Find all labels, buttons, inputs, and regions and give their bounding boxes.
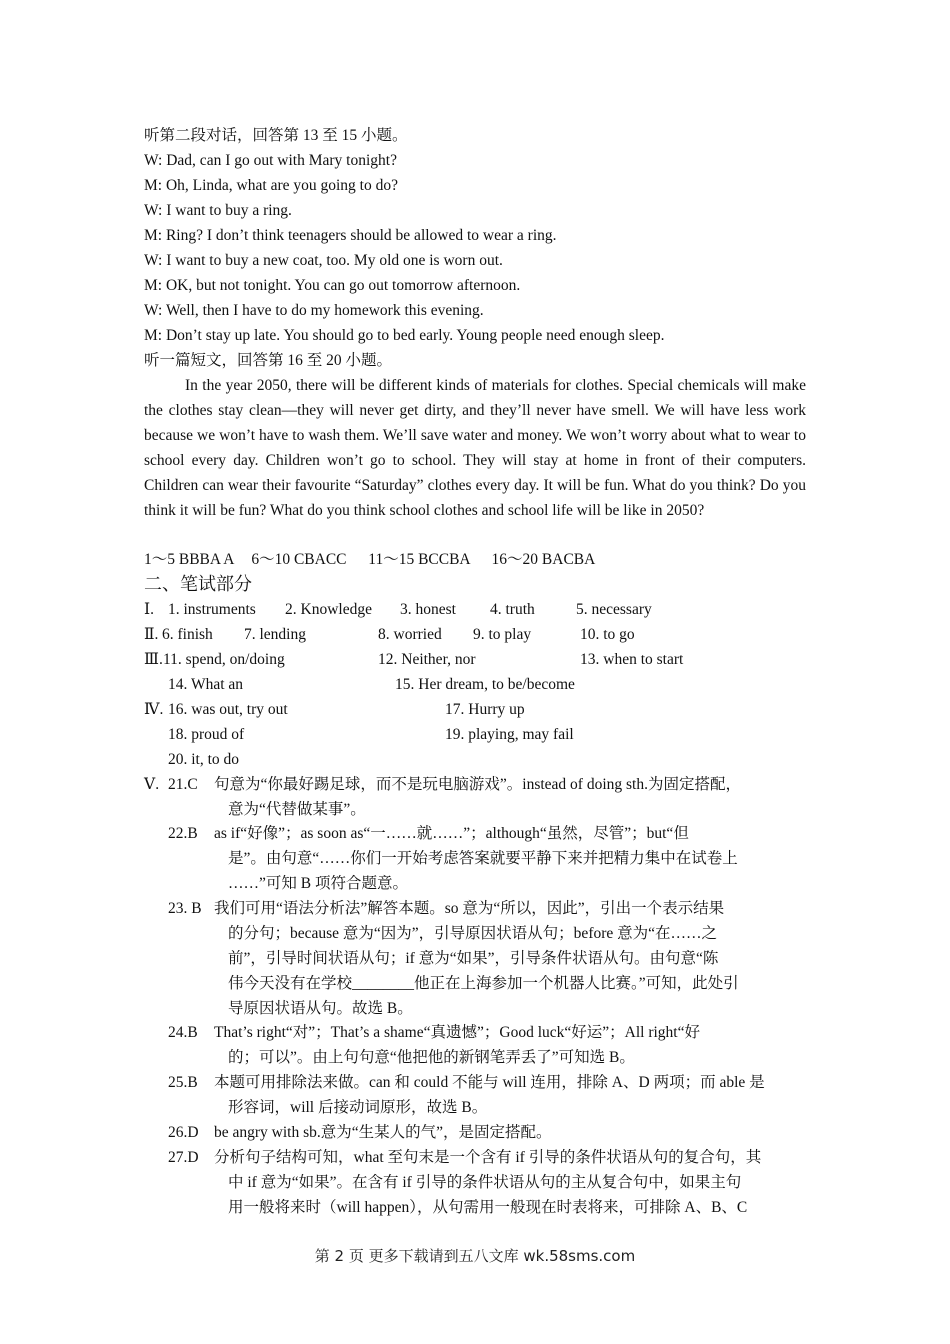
explanation-line: 导原因状语从句。故选 B。 [228,1000,413,1017]
dialogue-line: W: I want to buy a new coat, too. My old one is worn out. [144,252,503,269]
answer-item: 18. proud of [168,726,245,743]
answer-item: 7. lending [244,626,306,643]
answer-item: 6. finish [162,626,213,643]
answer-item: 15. Her dream, to be/become [395,676,575,693]
question-number: 26.D [168,1124,199,1141]
listening-answers [144,550,595,570]
passage-text: In the year 2050, there will be different kinds of materials for clothes. Special chemicals will make the clothes stay clean—they will never get dirty, and they’ll never have smell. We will have less work because we won’t have to wash them. We’ll save water and money. We won’t worry about what to wear to school every day. Children won’t go to school. They will stay at home in front of their computers. Children can wear their favourite “Saturday” clothes every day. It will be fun. What do you think? Do you think it will be fun? What do you think school clothes and school life will be like in 2050? [144,377,806,519]
answer-item: 4. truth [490,601,535,618]
page-footer: 第 2 页 更多下载请到五八文库 wk.58sms.com [314,1247,636,1265]
part-label: Ⅰ. [144,601,154,618]
explanation-line: That’s right“对”；That’s a shame“真遗憾”；Good luck“好运”；All right“好 [214,1024,700,1041]
answer-item: 20. it, to do [168,751,240,768]
answer-item: 11. spend, on/doing [163,651,285,668]
part-label: Ⅲ. [144,651,163,668]
dialogue-line: W: Well, then I have to do my homework this evening. [144,302,484,319]
answer-item: 13. when to start [580,651,684,668]
answer-item: 10. to go [580,626,635,643]
question-number: 21.C [168,776,198,793]
explanation-line: ……”可知 B 项符合题意。 [228,875,408,892]
answer-group: 16～20 BACBA [491,551,596,568]
explanation-line: 前”，引导时间状语从句；if 意为“如果”，引导条件状语从句。由句意“陈 [228,950,719,967]
dialogue-line: M: Ring? I don’t think teenagers should be allowed to wear a ring. [144,227,557,244]
dialogue-line: M: OK, but not tonight. You can go out tomorrow afternoon. [144,277,521,294]
answer-item: 14. What an [168,676,244,693]
passage-heading: 听一篇短文，回答第 16 至 20 小题。 [144,352,393,369]
section-heading: 二、笔试部分 [144,574,252,594]
answer-item: 1. instruments [168,601,256,618]
explanation-line: 的；可以”。由上句句意“他把他的新钢笔弄丢了”可知选 B。 [228,1049,635,1066]
explanation-line: 的分句；because 意为“因为”，引导原因状语从句；before 意为“在……之 [228,925,718,942]
part-label: Ⅳ. [144,701,164,718]
answer-item: 3. honest [400,601,456,618]
explanation-line: 句意为“你最好踢足球，而不是玩电脑游戏”。instead of doing sth.为固定搭配， [214,776,741,793]
answer-item: 12. Neither, nor [378,651,476,668]
answer-item: 9. to play [473,626,532,643]
dialogue-heading: 听第二段对话，回答第 13 至 15 小题。 [144,127,408,144]
explanation-line: 是”。由句意“……你们一开始考虑答案就要平静下来并把精力集中在试卷上 [228,850,738,867]
explanation-line: 我们可用“语法分析法”解答本题。so 意为“所以，因此”，引出一个表示结果 [214,900,725,917]
question-number: 25.B [168,1074,198,1091]
explanation-line: be angry with sb.意为“生某人的气”，是固定搭配。 [214,1124,552,1141]
explanation-line: as if“好像”；as soon as“一……就……”；although“虽然，尽管”；but“但 [214,825,689,842]
answer-item: 16. was out, try out [168,701,288,718]
question-number: 23. B [168,900,202,917]
dialogue-line: W: I want to buy a ring. [144,202,292,219]
dialogue-line: W: Dad, can I go out with Mary tonight? [144,152,397,169]
part-label: Ⅴ. [144,776,160,793]
dialogue-line: M: Don’t stay up late. You should go to bed early. Young people need enough sleep. [144,327,665,344]
answer-item: 8. worried [378,626,442,643]
question-number: 22.B [168,825,198,842]
answer-group: 6～10 CBACC [251,551,347,568]
explanation-line: 意为“代替做某事”。 [228,801,366,818]
answer-item: 19. playing, may fail [445,726,574,743]
part-label: Ⅱ. [144,626,159,643]
dialogue-line: M: Oh, Linda, what are you going to do? [144,177,398,194]
answer-group: 11～15 BCCBA [368,551,470,568]
explanation-line: 本题可用排除法来做。can 和 could 不能与 will 连用，排除 A、D 两项；而 able 是 [214,1074,765,1091]
answer-group: 1～5 BBBA A [144,551,234,568]
answer-item: 17. Hurry up [445,701,525,718]
question-number: 27.D [168,1149,199,1166]
question-number: 24.B [168,1024,198,1041]
explanation-line: 用一般将来时（will happen），从句需用一般现在时表将来，可排除 A、B、C [228,1199,748,1216]
explanation-line: 中 if 意为“如果”。在含有 if 引导的条件状语从句的主从复合句中，如果主句 [228,1174,742,1191]
explanation-line: 分析句子结构可知，what 至句末是一个含有 if 引导的条件状语从句的复合句，其 [214,1149,762,1166]
answer-item: 2. Knowledge [285,601,372,618]
explanation-line: 伟今天没有在学校________他正在上海参加一个机器人比赛。”可知，此处引 [228,975,739,992]
answer-item: 5. necessary [576,601,652,618]
explanation-line: 形容词，will 后接动词原形，故选 B。 [228,1099,488,1116]
